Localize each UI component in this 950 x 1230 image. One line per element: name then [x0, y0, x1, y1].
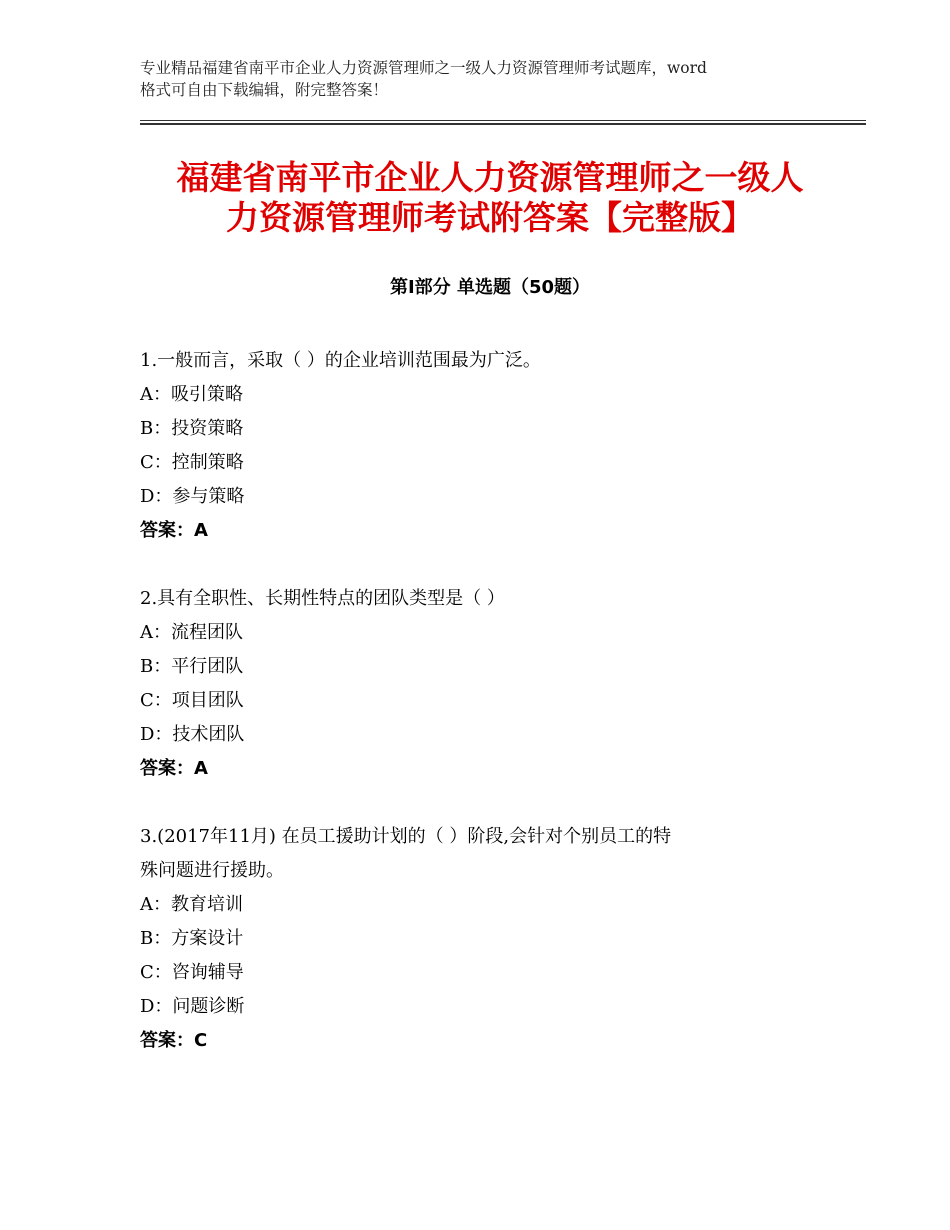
option-a: A：教育培训	[140, 894, 243, 915]
header-note-line-2: 格式可自由下载编辑，附完整答案！	[140, 81, 389, 99]
question-list	[140, 344, 820, 1092]
document-title-line-2: 力资源管理师考试附答案【完整版】	[226, 198, 754, 237]
answer: 答案：A	[140, 520, 208, 541]
option-c: C：咨询辅导	[140, 962, 244, 983]
option-d: D：问题诊断	[140, 996, 245, 1017]
header-note-line-1: 专业精品福建省南平市企业人力资源管理师之一级人力资源管理师考试题库，word	[140, 59, 707, 77]
header-rule-thin	[140, 120, 866, 121]
question-text-line-1: 3.(2017年11月) 在员工援助计划的（ ）阶段,会针对个别员工的特	[140, 826, 672, 847]
option-a: A：吸引策略	[140, 384, 243, 405]
answer: 答案：C	[140, 1030, 208, 1051]
question-text: 2.具有全职性、长期性特点的团队类型是（ ）	[140, 588, 505, 609]
option-c: C：项目团队	[140, 690, 244, 711]
option-a: A：流程团队	[140, 622, 243, 643]
document-title-line-1: 福建省南平市企业人力资源管理师之一级人	[176, 158, 804, 197]
question-2	[140, 582, 820, 786]
option-c: C：控制策略	[140, 452, 244, 473]
question-1	[140, 344, 820, 548]
question-text-line-2: 殊问题进行援助。	[140, 860, 284, 881]
question-3	[140, 820, 820, 1058]
header-note	[140, 57, 840, 101]
document-title	[140, 158, 840, 238]
option-b: B：方案设计	[140, 928, 244, 949]
answer: 答案：A	[140, 758, 208, 779]
header-rule-thick	[140, 123, 866, 125]
option-d: D：技术团队	[140, 724, 245, 745]
question-text: 1.一般而言，采取（ ）的企业培训范围最为广泛。	[140, 350, 541, 371]
option-b: B：投资策略	[140, 418, 244, 439]
section-title: 第Ⅰ部分 单选题（50题）	[389, 277, 590, 298]
option-d: D：参与策略	[140, 486, 245, 507]
option-b: B：平行团队	[140, 656, 244, 677]
